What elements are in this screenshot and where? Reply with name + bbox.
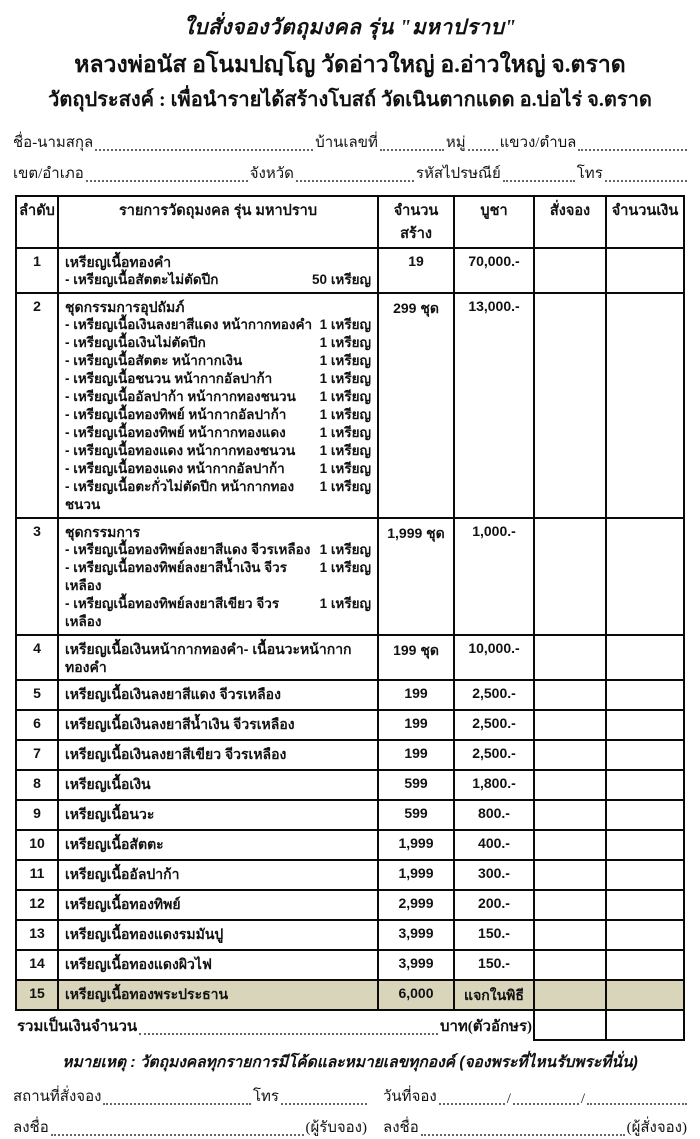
- sub-item-count: 1 เหรียญ: [319, 334, 371, 350]
- item-name: เหรียญเนื้อเงินลงยาสีแดง จีวรเหลือง: [65, 685, 281, 702]
- item-name: เหรียญเนื้อเงินหน้ากากทองคำ- เนื้อนวะหน้ากากทองคำ: [65, 640, 352, 675]
- sub-item-count: 1 เหรียญ: [319, 406, 371, 422]
- row-number: 15: [16, 980, 58, 1010]
- table-row: [16, 920, 684, 950]
- sub-item: [65, 460, 371, 478]
- row-description: [58, 830, 378, 860]
- row-order-cell[interactable]: [534, 800, 606, 830]
- sub-item: [65, 316, 371, 334]
- moo-label: หมู่: [445, 134, 466, 151]
- row-quantity: 599: [378, 800, 454, 830]
- row-order-cell[interactable]: [534, 248, 606, 293]
- footer-area: [10, 1082, 690, 1139]
- table-row: [16, 680, 684, 710]
- row-order-cell[interactable]: [534, 710, 606, 740]
- row-price: 13,000.-: [454, 293, 534, 518]
- table-row: [16, 248, 684, 293]
- item-name: เหรียญเนื้อเงิน: [65, 775, 151, 792]
- sub-item-count: 50 เหรียญ: [312, 271, 371, 287]
- row-number: 10: [16, 830, 58, 860]
- footer-phone-field[interactable]: [281, 1101, 367, 1105]
- total-amount-text-field[interactable]: [139, 1031, 438, 1035]
- postcode-field[interactable]: [503, 178, 575, 182]
- row-description: [58, 635, 378, 680]
- col-header-item: รายการวัดถุมงคล รุ่น มหาปราบ: [58, 196, 378, 248]
- date-label: วันที่จอง: [383, 1088, 437, 1105]
- sub-item-name: - เหรียญเนื้อทองทิพย์ลงยาสีแดง จีวรเหลือง: [65, 541, 311, 557]
- row-amount-cell[interactable]: [606, 635, 684, 680]
- row-price: 1,800.-: [454, 770, 534, 800]
- item-name: ชุดกรรมการอุปถัมภ์: [65, 298, 185, 315]
- item-name: เหรียญเนื้อเงินลงยาสีน้ำเงิน จีวรเหลือง: [65, 715, 295, 732]
- sub-item-name: - เหรียญเนื้อเงินลงยาสีแดง หน้ากากทองคำ: [65, 316, 313, 332]
- date-year-field[interactable]: [587, 1101, 687, 1105]
- item-name: เหรียญเนื้อทองทิพย์: [65, 895, 181, 912]
- name-field[interactable]: [95, 147, 313, 151]
- row-number: 13: [16, 920, 58, 950]
- sub-item-count: 1 เหรียญ: [319, 595, 371, 611]
- row-amount-cell[interactable]: [606, 740, 684, 770]
- row-number: 2: [16, 293, 58, 518]
- order-table-header: [16, 196, 684, 248]
- sub-item-name: - เหรียญเนื้อเงินไม่ตัดปีก: [65, 334, 206, 350]
- table-row: [16, 293, 684, 518]
- field-line-1: [12, 128, 688, 154]
- row-order-cell[interactable]: [534, 830, 606, 860]
- footer-right: [382, 1082, 688, 1139]
- row-price: 300.-: [454, 860, 534, 890]
- sign-line-left: [12, 1113, 368, 1139]
- row-quantity: 3,999: [378, 920, 454, 950]
- sub-item: [65, 424, 371, 442]
- sub-item-name: - เหรียญเนื้อสัตตะไม่ตัดปีก: [65, 271, 219, 287]
- sub-item-count: 1 เหรียญ: [319, 442, 371, 458]
- row-order-cell[interactable]: [534, 920, 606, 950]
- row-description: [58, 920, 378, 950]
- row-order-cell[interactable]: [534, 293, 606, 518]
- row-amount-cell[interactable]: [606, 518, 684, 635]
- sub-item-name: - เหรียญเนื้อสัตตะ หน้ากากเงิน: [65, 352, 243, 368]
- sub-item: [65, 388, 371, 406]
- sub-item-count: 1 เหรียญ: [319, 478, 371, 494]
- row-price: 2,500.-: [454, 710, 534, 740]
- row-description: [58, 680, 378, 710]
- table-row: [16, 830, 684, 860]
- sub-item-count: 1 เหรียญ: [319, 541, 371, 557]
- row-price: 150.-: [454, 950, 534, 980]
- sub-item-count: 1 เหรียญ: [319, 424, 371, 440]
- sign-left-field[interactable]: [51, 1132, 304, 1136]
- row-amount-cell[interactable]: [606, 770, 684, 800]
- sub-item: [65, 595, 371, 631]
- name-label: ชื่อ-นามสกุล: [13, 134, 94, 151]
- item-name: เหรียญเนื้อทองแดงผิวไฟ: [65, 955, 212, 972]
- total-cell: [16, 1010, 534, 1040]
- row-order-cell[interactable]: [534, 680, 606, 710]
- date-slash-1: /: [506, 1090, 511, 1107]
- item-name: ชุดกรรมการ: [65, 523, 141, 540]
- row-amount-cell[interactable]: [606, 710, 684, 740]
- house-no-field[interactable]: [380, 147, 444, 151]
- subdistrict-field[interactable]: [578, 147, 687, 151]
- row-number: 6: [16, 710, 58, 740]
- sub-item: [65, 478, 371, 514]
- col-header-no: ลำดับ: [16, 196, 58, 248]
- row-amount-cell[interactable]: [606, 800, 684, 830]
- sub-item-name: - เหรียญเนื้ออัลปาก้า หน้ากากทองชนวน: [65, 388, 296, 404]
- item-name: เหรียญเนื้อสัตตะ: [65, 835, 164, 852]
- form-header: [10, 14, 690, 114]
- footer-phone-label: โทร: [252, 1088, 279, 1105]
- row-description: [58, 980, 378, 1010]
- sub-item-name: - เหรียญเนื้อชนวน หน้ากากอัลปาก้า: [65, 370, 273, 386]
- row-price: 2,500.-: [454, 740, 534, 770]
- row-order-cell[interactable]: [534, 890, 606, 920]
- row-number: 7: [16, 740, 58, 770]
- order-table-body: [16, 248, 684, 1040]
- col-header-qty: จำนวนสร้าง: [378, 196, 454, 248]
- row-number: 3: [16, 518, 58, 635]
- row-price: 10,000.-: [454, 635, 534, 680]
- sub-item: [65, 334, 371, 352]
- sub-item: [65, 559, 371, 595]
- sub-item: [65, 406, 371, 424]
- row-amount-cell[interactable]: [606, 950, 684, 980]
- row-description: [58, 740, 378, 770]
- row-description: [58, 860, 378, 890]
- row-description: [58, 518, 378, 635]
- item-sub-list: [65, 316, 371, 514]
- item-name: เหรียญเนื้ออัลปาก้า: [65, 865, 180, 882]
- item-name: เหรียญเนื้อทองคำ: [65, 253, 172, 270]
- sub-item-name: - เหรียญเนื้อทองทิพย์ลงยาสีเขียว จีวรเหลือง: [65, 595, 280, 629]
- table-row: [16, 890, 684, 920]
- house-no-label: บ้านเลขที่: [315, 134, 378, 151]
- note-line: หมายเหตุ : วัตถุมงคลทุกรายการมีโค้ดและหมายเลขทุกองค์ (จองพระที่ไหนรับพระที่นั่น): [62, 1053, 638, 1071]
- field-line-2: [12, 159, 688, 185]
- row-price: 150.-: [454, 920, 534, 950]
- item-sub-list: [65, 271, 371, 289]
- sub-item-name: - เหรียญเนื้อทองแดง หน้ากากอัลปาก้า: [65, 460, 285, 476]
- row-price: 200.-: [454, 890, 534, 920]
- table-row: [16, 980, 684, 1010]
- row-quantity: 1,999: [378, 860, 454, 890]
- table-row: [16, 740, 684, 770]
- table-row: [16, 518, 684, 635]
- row-amount-cell[interactable]: [606, 293, 684, 518]
- row-quantity: 599: [378, 770, 454, 800]
- moo-field[interactable]: [468, 147, 498, 151]
- row-number: 1: [16, 248, 58, 293]
- total-row: [16, 1010, 684, 1040]
- province-label: จังหวัด: [249, 165, 294, 182]
- order-table: [15, 195, 685, 1041]
- place-label: สถานที่สั่งจอง: [13, 1088, 102, 1105]
- sign-right-label: ลงชื่อ: [383, 1119, 419, 1136]
- total-amount-cell[interactable]: [606, 1010, 684, 1040]
- item-sub-list: [65, 541, 371, 631]
- sign-right-suffix: (ผู้สั่งจอง): [626, 1119, 687, 1136]
- row-quantity: 1,999 ชุด: [378, 518, 454, 635]
- date-month-field[interactable]: [513, 1101, 579, 1105]
- postcode-label: รหัสไปรษณีย์: [415, 165, 501, 182]
- col-header-amount: จำนวนเงิน: [606, 196, 684, 248]
- row-amount-cell[interactable]: [606, 248, 684, 293]
- row-quantity: 3,999: [378, 950, 454, 980]
- row-amount-cell[interactable]: [606, 860, 684, 890]
- sub-item: [65, 370, 371, 388]
- row-order-cell[interactable]: [534, 518, 606, 635]
- sub-item-name: - เหรียญเนื้อทองทิพย์ลงยาสีน้ำเงิน จีวรเหลือง: [65, 559, 288, 593]
- sub-item-count: 1 เหรียญ: [319, 370, 371, 386]
- row-number: 14: [16, 950, 58, 980]
- sign-right-field[interactable]: [421, 1132, 625, 1136]
- sign-left-label: ลงชื่อ: [13, 1119, 49, 1136]
- col-header-order: สั่งจอง: [534, 196, 606, 248]
- table-row: [16, 860, 684, 890]
- row-order-cell[interactable]: [534, 740, 606, 770]
- temple-line: หลวงพ่อนัส อโนมปญฺโญ วัดอ่าวใหญ่ อ.อ่าวใหญ่ จ.ตราด: [74, 51, 626, 77]
- row-description: [58, 248, 378, 293]
- sub-item-name: - เหรียญเนื้อตะกั่วไม่ตัดปีก หน้ากากทองชนวน: [65, 478, 295, 512]
- total-suffix: บาท(ตัวอักษร): [439, 1018, 532, 1035]
- table-row: [16, 635, 684, 680]
- place-line: [12, 1082, 368, 1108]
- row-quantity: 2,999: [378, 890, 454, 920]
- sub-item-count: 1 เหรียญ: [319, 388, 371, 404]
- row-number: 9: [16, 800, 58, 830]
- sign-line-right: [382, 1113, 688, 1139]
- row-quantity: 19: [378, 248, 454, 293]
- place-field[interactable]: [103, 1101, 251, 1105]
- row-amount-cell[interactable]: [606, 980, 684, 1010]
- table-row: [16, 710, 684, 740]
- row-order-cell[interactable]: [534, 860, 606, 890]
- row-price: แจกในพิธี: [454, 980, 534, 1010]
- date-line: [382, 1082, 688, 1108]
- sub-item-name: - เหรียญเนื้อทองแดง หน้ากากทองชนวน: [65, 442, 296, 458]
- province-field[interactable]: [296, 178, 414, 182]
- row-order-cell[interactable]: [534, 770, 606, 800]
- row-order-cell[interactable]: [534, 950, 606, 980]
- item-name: เหรียญเนื้อเงินลงยาสีเขียว จีวรเหลือง: [65, 745, 287, 762]
- row-price: 70,000.-: [454, 248, 534, 293]
- phone-label: โทร: [576, 165, 603, 182]
- sub-item: [65, 442, 371, 460]
- date-day-field[interactable]: [439, 1101, 505, 1105]
- row-description: [58, 800, 378, 830]
- row-amount-cell[interactable]: [606, 890, 684, 920]
- sub-item: [65, 271, 371, 289]
- sign-left-suffix: (ผู้รับจอง): [305, 1119, 367, 1136]
- col-header-price: บูชา: [454, 196, 534, 248]
- form-title: ใบสั่งจองวัตถุมงคล รุ่น "มหาปราบ": [183, 15, 517, 39]
- row-quantity: 1,999: [378, 830, 454, 860]
- subdistrict-label: แขวง/ตำบล: [499, 134, 577, 151]
- sub-item: [65, 541, 371, 559]
- total-label: รวมเป็นเงินจำนวน: [17, 1018, 138, 1035]
- row-description: [58, 293, 378, 518]
- row-description: [58, 770, 378, 800]
- row-number: 12: [16, 890, 58, 920]
- row-price: 1,000.-: [454, 518, 534, 635]
- row-number: 8: [16, 770, 58, 800]
- sub-item-count: 1 เหรียญ: [319, 352, 371, 368]
- row-quantity: 6,000: [378, 980, 454, 1010]
- row-description: [58, 950, 378, 980]
- row-price: 2,500.-: [454, 680, 534, 710]
- footer-left: [12, 1082, 382, 1139]
- sub-item: [65, 352, 371, 370]
- row-order-cell[interactable]: [534, 980, 606, 1010]
- sub-item-count: 1 เหรียญ: [319, 316, 371, 332]
- sub-item-count: 1 เหรียญ: [319, 559, 371, 575]
- row-description: [58, 890, 378, 920]
- row-price: 400.-: [454, 830, 534, 860]
- row-number: 4: [16, 635, 58, 680]
- purpose-line: วัตถุประสงค์ : เพื่อนำรายได้สร้างโบสถ์ วัดเนินตากแดด อ.บ่อไร่ จ.ตราด: [48, 89, 652, 112]
- phone-field[interactable]: [605, 178, 687, 182]
- item-name: เหรียญเนื้อทองพระประธาน: [65, 985, 229, 1002]
- sub-item-count: 1 เหรียญ: [319, 460, 371, 476]
- district-label: เขต/อำเภอ: [13, 165, 84, 182]
- table-row: [16, 770, 684, 800]
- customer-fields: [10, 128, 690, 185]
- row-order-cell[interactable]: [534, 635, 606, 680]
- district-field[interactable]: [86, 178, 248, 182]
- row-number: 11: [16, 860, 58, 890]
- row-amount-cell[interactable]: [606, 830, 684, 860]
- row-quantity: 199: [378, 710, 454, 740]
- sub-item-name: - เหรียญเนื้อทองทิพย์ หน้ากากอัลปาก้า: [65, 406, 287, 422]
- table-row: [16, 950, 684, 980]
- table-row: [16, 800, 684, 830]
- item-name: เหรียญเนื้อนวะ: [65, 805, 155, 822]
- row-price: 800.-: [454, 800, 534, 830]
- row-number: 5: [16, 680, 58, 710]
- sub-item-name: - เหรียญเนื้อทองทิพย์ หน้ากากทองแดง: [65, 424, 286, 440]
- row-quantity: 199 ชุด: [378, 635, 454, 680]
- row-quantity: 299 ชุด: [378, 293, 454, 518]
- row-amount-cell[interactable]: [606, 920, 684, 950]
- row-amount-cell[interactable]: [606, 680, 684, 710]
- row-quantity: 199: [378, 680, 454, 710]
- row-description: [58, 710, 378, 740]
- total-order-cell[interactable]: [534, 1010, 606, 1040]
- date-slash-2: /: [580, 1090, 586, 1107]
- row-quantity: 199: [378, 740, 454, 770]
- item-name: เหรียญเนื้อทองแดงรมมันปู: [65, 925, 224, 942]
